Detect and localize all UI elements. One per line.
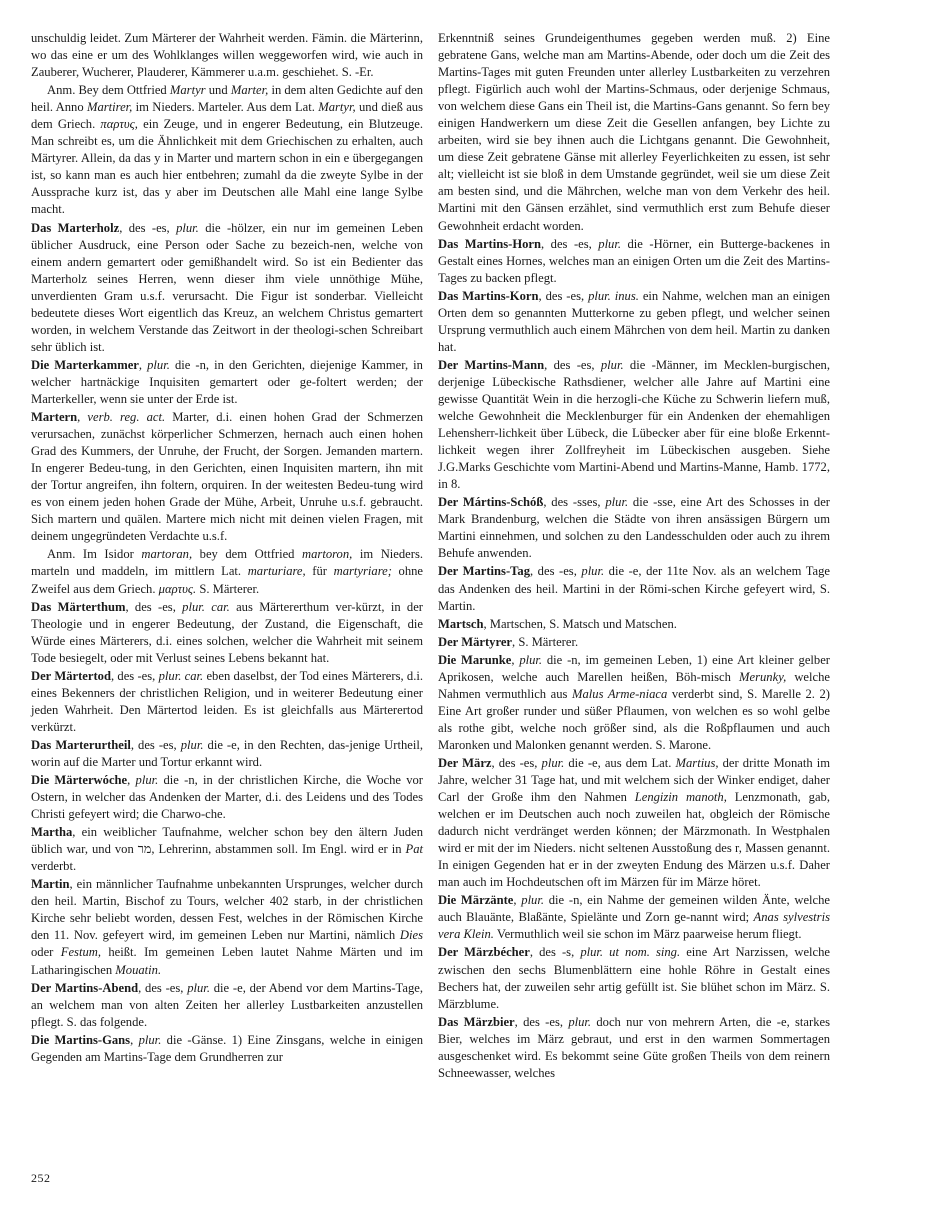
italic-text: plur. xyxy=(519,652,543,667)
entry-text: ein Zeuge, und in engerer Bedeutung, ein Blutzeuge. Man schreibt es, um die Ähnlichkeit mit dem Griechischen zu erhalten, auch Märtyrer. Allein, da das y in Marter und martern schon in ein e übergegangen ist, so kann man es auch hier entbehren; zumahl da die zweyte Sylbe in der Aussprache kurz ist, das y aber im Deutschen alle Mahl eine lange Sylbe macht. xyxy=(31,117,423,217)
entry-text: Anm. Im Isidor xyxy=(47,547,142,562)
entry-text: , Lehrerinn, abstammen soll. Im Engl. wird er in xyxy=(151,842,406,857)
dictionary-entry xyxy=(438,755,830,891)
entry-text: , des -es, xyxy=(125,599,183,614)
entry-text: , des -es, xyxy=(110,668,159,683)
dictionary-entry xyxy=(31,82,423,218)
dictionary-entry xyxy=(31,824,423,875)
dictionary-entry xyxy=(438,1014,830,1082)
entry-text: , des -es, xyxy=(130,737,181,752)
entry-headword: Der Mártins-Schóß xyxy=(438,495,544,510)
entry-headword: Das Märterthum xyxy=(31,599,126,614)
entry-text: und dieß aus dem Griech. xyxy=(31,100,423,132)
dictionary-entry xyxy=(438,634,830,651)
italic-text: plur. xyxy=(568,1014,592,1029)
entry-text: eben daselbst, der Tod eines Märterers, d.i. eines Bekenners der christlichen Religion, und in weiterer Bedeutung einer jeden Wahrheit. Den Märtertod leiden. Es ist gleichfalls aus Märterertod verkürzt. xyxy=(31,668,424,734)
entry-text: die -e, der Abend vor dem Martins-Tage, an welchem man von alten Zeiten her allerley Lustbarkeiten anzustellen pflegt. S. das folgende. xyxy=(31,980,423,1029)
italic-text: verb. reg. act. xyxy=(87,410,166,425)
entry-headword: Martern xyxy=(31,410,78,425)
dictionary-entry xyxy=(31,30,423,81)
entry-text: , xyxy=(511,652,520,667)
entry-text: , des -es, xyxy=(514,1014,569,1029)
entry-text: Lenzmonath, gab, welchen er im Deutschen auch noch zuweilen hat, obgleich der Römische dadurch nicht verdränget werden können; der Märzmonath. In Westphalen wird er mit der im Nieders. nicht seltenen Ausstoßung des r, Massen genannt. In einigen Gegenden hat er in der zweyten Endung des Märzen u.s.f. Daher man auch im Hochdeutschen oft im Märzen für im Märze höret. xyxy=(438,790,830,890)
italic-text: Martirer, xyxy=(86,100,133,115)
entry-text: die -n, ein Nahme der gemeinen wilden Änte, welche auch Blauänte, Blaßänte, Spieläntе und Zorn ge-nannt wird; xyxy=(438,893,831,925)
italic-text: plur. xyxy=(138,1032,162,1047)
entry-text: , xyxy=(513,893,522,908)
italic-text: plur. ut nom. sing. xyxy=(580,945,681,960)
entry-text: , des -es, xyxy=(491,755,542,770)
entry-text: , des -es, xyxy=(538,288,589,303)
dictionary-entry xyxy=(31,737,423,771)
entry-text: , ein männlicher Taufnahme unbekannten Ursprunges, welcher durch den heil. Martin, Bischof zu Tours, welcher 402 starb, in der christlichen Kirche sehr beliebt worden, dessen Fest, welches in der Römischen Kirche den 11. Nov. gefeyert wird, im gemeinen Leben nur Martini, nämlich xyxy=(31,877,423,943)
entry-headword: Das Martins-Horn xyxy=(438,236,542,251)
entry-text: die -n, im gemeinen Leben, 1) eine Art kleiner gelber Aprikosen, welche auch Marellen heißen, Böh-misch xyxy=(438,652,830,684)
entry-text: ein Nahme, welchen man an einigen Orten dem so genannten Mutterkorne zu geben pflegt, und welcher seinen Ursprung vermuthlich auch einem Mährchen von dem heil. Martin zu danken hat. xyxy=(438,288,830,354)
italic-text: plur. car. xyxy=(158,668,204,683)
italic-text: plur. car. xyxy=(182,599,230,614)
dictionary-entry xyxy=(438,288,830,356)
italic-text: Marter, xyxy=(230,83,269,98)
entry-text: heißt. Im gemeinen Leben lautet Nahme Märten und im Latharingischen xyxy=(31,945,424,977)
entry-text: die -e, aus dem Lat. xyxy=(564,755,676,770)
dictionary-entry xyxy=(438,892,830,943)
italic-text: plur. xyxy=(135,773,159,788)
entry-text: , des -es, xyxy=(138,980,188,995)
entry-text: , S. Märterer. xyxy=(512,634,579,649)
entry-text: Vermuthlich weil sie schon im März paarweise herum fliegt. xyxy=(493,927,802,942)
entry-text: S. Märterer. xyxy=(196,581,260,596)
italic-text: plur. xyxy=(176,220,199,235)
italic-text: marturiare, xyxy=(247,564,306,579)
entry-text: und xyxy=(205,83,231,98)
dictionary-entry xyxy=(31,599,423,667)
entry-text: Anm. Bey dem Ottfried xyxy=(47,83,170,98)
dictionary-entry xyxy=(438,30,830,235)
entry-text: , Martschen, S. Matsch und Matschen. xyxy=(483,616,677,631)
italic-text: Anas sylvestris vera Klein. xyxy=(438,910,830,942)
entry-text: , ein weiblicher Taufnahme, welcher schon bey den ältern Juden üblich war, und von xyxy=(31,825,423,857)
italic-text: παρτυς, xyxy=(100,117,138,132)
entry-text: ohne Zweifel aus dem Griech. xyxy=(31,564,424,596)
entry-headword: Der Märtertod xyxy=(31,668,111,683)
italic-text: martyriare; xyxy=(333,564,392,579)
italic-text: plur. xyxy=(187,980,210,995)
entry-text: , des -es, xyxy=(119,220,177,235)
entry-headword: Das Marterholz xyxy=(31,220,120,235)
entry-headword: Der Märtyrer xyxy=(438,634,513,649)
italic-text: Martyr xyxy=(169,83,206,98)
entry-headword: Die Marunke xyxy=(438,652,512,667)
entry-text: im Nieders. marteln und maddeln, im mittlern Lat. xyxy=(31,547,424,579)
entry-text: die -hölzer, ein nur im gemeinen Leben üblicher Ausdruck, eine Person oder Sache zu bezeich-nen, welche von einem andern gemartert oder gemißhandelt wird. So ist ein Bedienter das Marterholz seines Herren, wenn dieser ihm viele unnöthige Mühe, unverdienten Gram u.s.f. verursacht. Die Figur ist sonderbar. Vielleicht bedeutete dieses Wort eigentlich das Kreuz, an welchem Christus gemartert worden, in welchem Verstande das Zeitwort in der theologi-schen Schreibart sehr üblich ist. xyxy=(31,220,423,354)
dictionary-entry xyxy=(31,409,423,545)
entry-headword: Martsch xyxy=(438,616,484,631)
italic-text: plur. xyxy=(180,737,204,752)
entry-headword: Die Märterwóche xyxy=(31,773,128,788)
entry-headword: Der Martins-Abend xyxy=(31,980,139,995)
italic-text: Martyr, xyxy=(318,100,356,115)
dictionary-entry xyxy=(31,772,423,823)
entry-text: , des -es, xyxy=(541,236,599,251)
entry-headword: Das Marterurtheil xyxy=(31,737,131,752)
entry-text: die -n, in den Gerichten, diejenige Kammer, in welcher hartnäckige Inquisiten gemartert oder ge-foltert werden; der Marterkeller, wenn sie unter der Erde ist. xyxy=(31,357,423,406)
dictionary-entry xyxy=(31,980,423,1031)
italic-text: plur. xyxy=(598,236,622,251)
italic-text: plur. xyxy=(600,357,624,372)
italic-text: Merunky, xyxy=(739,669,787,684)
entry-text: in dem alten Gedichte auf den heil. Anno xyxy=(31,83,424,115)
entry-headword: Die Marterkammer xyxy=(31,357,139,372)
italic-text: Lengizin manoth, xyxy=(634,790,727,805)
entry-text: die -Männer, im Mecklen-burgischen, derjenige Lübeckische Rathsdiener, welcher alle Jahre auf Martini eine gewisse Quantität Wein in die herzogli-che Küche zu Schwerin liefern muß, welche Gewohnheit die Mecklenburger für ein Andenken der ehemahligen Lehensherr-lichkeit über Lübeck, die Lübecker aber für eine bloße Erkennt-lichkeit wegen ihrer Zollfreyheit im Lübeckischen ausgeben. Siehe J.G.Marks Geschichte vom Martini-Abend und Martins-Manne, Hamb. 1772, in 8. xyxy=(438,357,830,492)
dictionary-entry xyxy=(438,357,830,493)
dictionary-entry xyxy=(31,546,423,597)
entry-headword: Der Martins-Tag xyxy=(438,564,530,579)
italic-text: Martius, xyxy=(675,755,719,770)
italic-text: plur. inus. xyxy=(588,288,639,303)
entry-headword: Die Martins-Gans xyxy=(31,1032,131,1047)
entry-headword: Das Martins-Korn xyxy=(438,288,539,303)
dictionary-entry xyxy=(438,616,830,633)
entry-text: Marter, d.i. einen hohen Grad der Schmerzen verursachen, zunächst körperlicher Schmerzen, hernach auch einen hohen Grad des Kummers, der Unruhe, der Frucht, der Sorgen. Jemanden martern. In engerer Bedeu-tung, in den Gerichten, einen Inquisiten martern, ihn mit der Tortur angreifen, ihn foltern, orquiren. In der weitesten Bedeu-tung wird es von einem jeden hohen Grade der Mühe, Arbeit, Unruhe u.s.f. gebraucht. Sich martern und quälen. Martere mich nicht mit deinen vielen Fragen, mit deinem ungegründeten Verdachte u.s.f. xyxy=(31,410,424,544)
italic-text: μαρτυς. xyxy=(158,581,197,596)
dictionary-entry xyxy=(438,652,830,754)
dictionary-entry xyxy=(438,494,830,562)
page-number: 252 xyxy=(31,1171,51,1185)
entry-headword: Der März xyxy=(438,755,492,770)
italic-text: plur. xyxy=(541,755,565,770)
left-column xyxy=(31,30,423,1067)
dictionary-entry xyxy=(31,1032,423,1066)
entry-headword: Martha xyxy=(31,825,73,840)
entry-text: die -Hörner, ein Butterge-backenes in Gestalt eines Hornes, welches man an einigen Orten um die Zeit des Martins-Tages zu backen pflegt. xyxy=(438,236,830,285)
entry-headword: Das Märzbier xyxy=(438,1014,515,1029)
entry-text: verderbt sind, S. Marelle 2. 2) Eine Art großer runder und süßer Pflaumen, von welchen es so wohl gelbe als rothe gibt, welche noch größer sind, als die Roßpflaumen und auch Maronken und Malonken genannt werden. S. Marone. xyxy=(438,686,830,752)
entry-text: , xyxy=(127,773,136,788)
dictionary-entry xyxy=(31,357,423,408)
italic-text: plur. xyxy=(521,893,545,908)
entry-text: verderbt. xyxy=(31,859,77,874)
entry-text: מר xyxy=(137,842,152,857)
entry-text: der dritte Monath im Jahre, welcher 31 Tage hat, und mit welchem sich der Winker endiget, daher Carl der Große ihm den Nahmen xyxy=(438,755,831,805)
entry-text: , xyxy=(77,410,88,425)
entry-text: im Nieders. Marteler. Aus dem Lat. xyxy=(132,100,319,115)
entry-text: unschuldig leidet. Zum Märterer der Wahrheit werden. Fämin. die Märterinn, wo das eine er um des Wohlklanges willen weggeworfen wird, wie auch in Zauberer, Wucherer, Plauderer, Kämmerer u.a.m. geschiehet. S. -Er. xyxy=(31,31,423,80)
entry-text: , xyxy=(138,357,148,372)
entry-headword: Der Märzbécher xyxy=(438,945,530,960)
dictionary-entry xyxy=(438,944,830,1012)
entry-text: bey dem Ottfried xyxy=(192,547,303,562)
entry-text: die -Gänse. 1) Eine Zinsgans, welche in einigen Gegenden am Martins-Tage dem Grundherren zur xyxy=(31,1032,423,1064)
entry-text: eine Art Narzissen, welche zwischen den sechs Blumenblättern eine hohle Röhre in Gestalt eines Bechers hat, der zuweilen sehr artig gefüllt ist. Sie blühet schon im März. S. Märzblume. xyxy=(438,945,831,1011)
italic-text: plur. xyxy=(605,495,629,510)
entry-text: für xyxy=(305,564,334,579)
dictionary-entry xyxy=(438,563,830,614)
entry-text: , des -s, xyxy=(529,945,581,960)
italic-text: Mouatin. xyxy=(115,962,162,977)
italic-text: Malus Arme-niaca xyxy=(572,686,668,701)
italic-text: Pat xyxy=(405,842,423,857)
entry-text: , des -es, xyxy=(544,357,601,372)
entry-headword: Die Märzänte xyxy=(438,893,514,908)
entry-text: aus Märtererthum ver-kürzt, in der Theologie und in engerer Bedeutung, der Zustand, die Eigenschaft, die Würde eines Märterers, d.i. eines solchen, welcher die Wahrheit mit seinem Tode besiegelt, oder mit Verlust seines Lebens bekannt hat. xyxy=(31,599,424,665)
entry-text: , des -sses, xyxy=(543,495,606,510)
italic-text: plur. xyxy=(147,357,170,372)
dictionary-entry xyxy=(31,668,423,736)
italic-text: plur. xyxy=(581,564,605,579)
entry-text: welche Nahmen vermuthlich aus xyxy=(438,669,830,701)
dictionary-entry xyxy=(438,236,830,287)
entry-text: doch nur von mehrern Arten, die -e, starkes Bier, welches im März gebraut, und erst in den warmen Sommertagen ausgeschenket wird. Es bekommt seine Güte großen Theils von dem reinern Schneewasser, welches xyxy=(438,1014,830,1080)
entry-headword: Der Martins-Mann xyxy=(438,357,545,372)
entry-text: , xyxy=(130,1032,139,1047)
entry-text: die -e, in den Rechten, das-jenige Urtheil, worin auf die Marter und Tortur erkannt wird. xyxy=(31,737,423,769)
entry-text: Erkenntniß seines Grundeigenthumes gegeben werden muß. 2) Eine gebratene Gans, welche man am Martins-Abende, oder doch um die Zeit des Martins-Tages mit guten Freunden unter allerley Lustbarkeiten zu verzehren pflegt. Figürlich auch wohl der Martins-Schmaus, oder derjenige Schmaus, von welchem diese Gans ein Theil ist, die Martins-Gans genannt. So fern bey einigen Handwerkern um diese Zeit die Gesellen anfangen, bey Lichte zu arbeiten, wird sie bey ihnen auch die Lichtgans genannt. Die Gewohnheit, um diese Zeit gebratene Gänse mit allerley Feyerlichkeiten zu essen, ist sehr alt; vielleicht ist sie bloß in dem Umstande gegründet, weil sie um diese Zeit am besten sind, und die Mährchen, welche man von dem Verkehr des heil. Martini mit den Gänsen erzählet, sind vermuthlich erst zum Behufe dieser Gewohnheit erdacht worden. xyxy=(438,31,830,233)
entry-text: die -n, in der christlichen Kirche, die Woche vor Ostern, in welcher das Andenken der Marter, d.i. des Leidens und des Todes Christi gefeyert wird; die Charwo-che. xyxy=(31,773,424,822)
entry-text: , des -es, xyxy=(530,564,582,579)
dictionary-entry xyxy=(31,220,423,356)
italic-text: martoron, xyxy=(302,547,353,562)
entry-headword: Martin xyxy=(31,877,70,892)
entry-text: die -e, der 11te Nov. als an welchem Tage das Andenken des heil. Martini in der Römi-schen Kirche gefeyert wird, S. Martin. xyxy=(438,564,830,613)
italic-text: Dies xyxy=(399,928,423,943)
italic-text: Festum, xyxy=(60,945,101,960)
entry-text: die -sse, eine Art des Schosses in der Mark Brandenburg, welchen die Städte von ihren ansässigen Bürgern um Martini einnehmen, und solchen zu den Landesschulden oder auch zu ihrem Behufe anwenden. xyxy=(438,495,830,561)
right-column xyxy=(438,30,830,1083)
dictionary-entry xyxy=(31,876,423,978)
italic-text: martoran, xyxy=(141,547,193,562)
entry-text: oder xyxy=(31,945,61,960)
